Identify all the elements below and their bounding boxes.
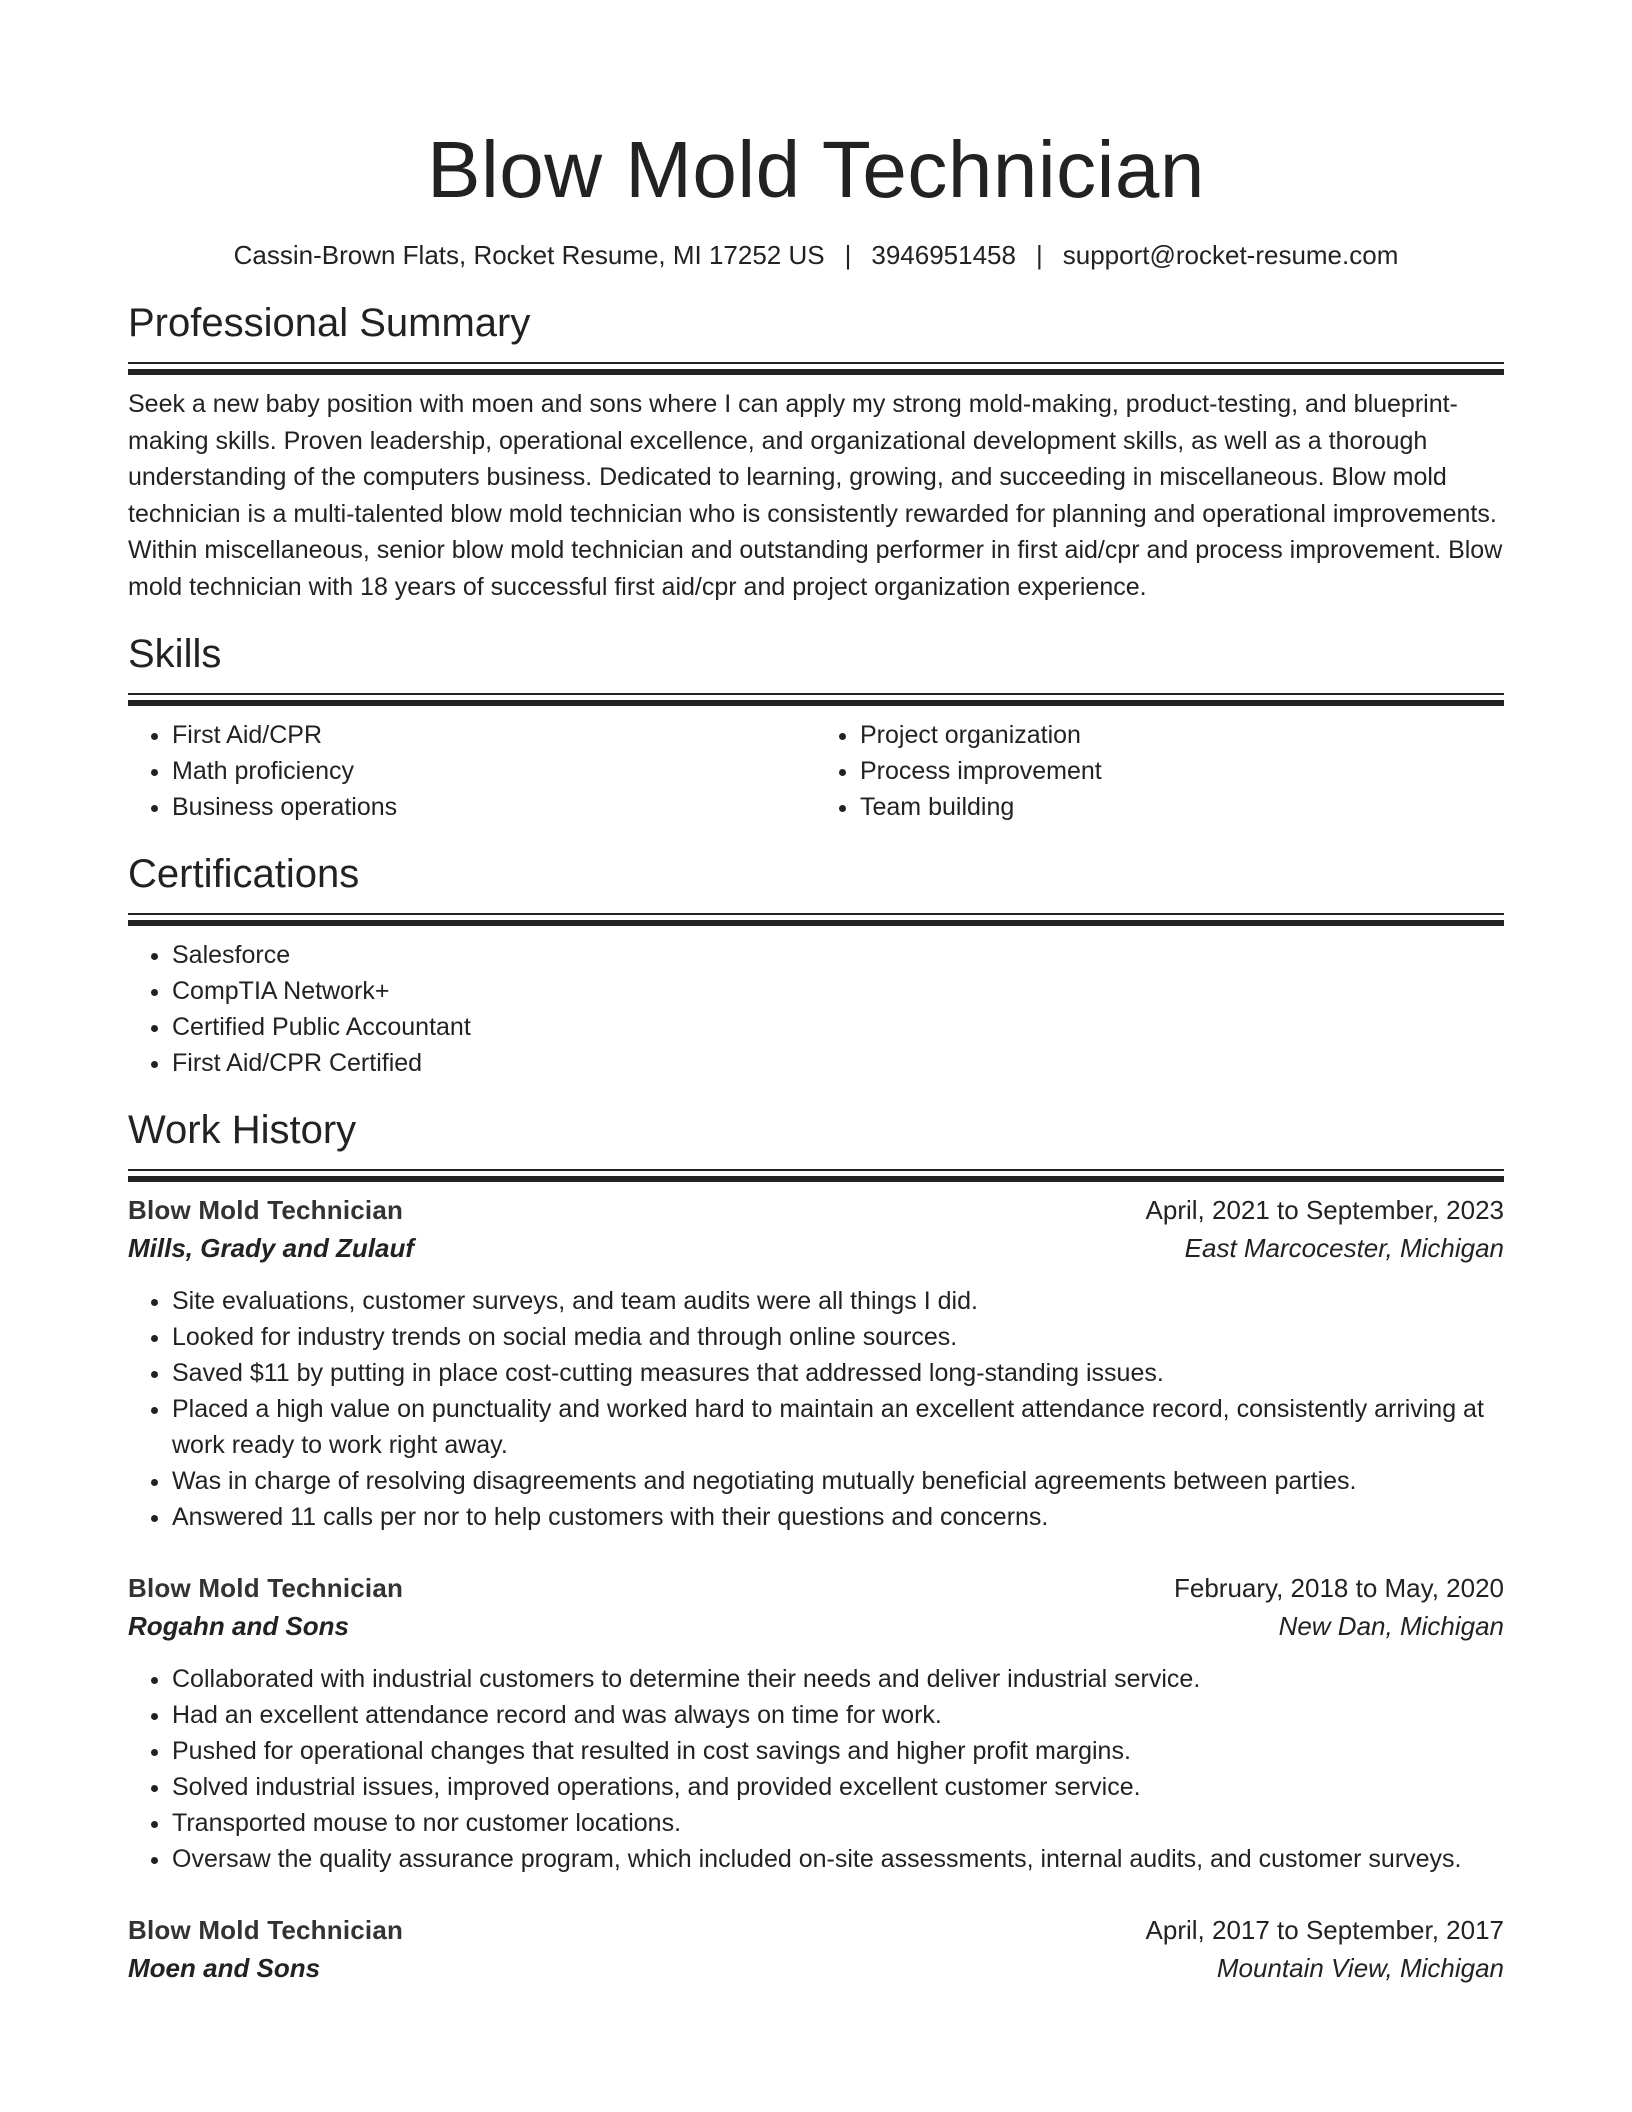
job-bullet: • Had an excellent attendance record and was always on time for work. xyxy=(172,1697,1504,1733)
job-bullets xyxy=(128,1661,1504,1877)
skill-item: • Business operations xyxy=(172,789,816,825)
certification-item: • CompTIA Network+ xyxy=(172,973,1504,1009)
job-bullet: • Transported mouse to nor customer locations. xyxy=(172,1805,1504,1841)
section-divider xyxy=(128,693,1504,695)
skills-column-right xyxy=(816,717,1504,825)
job-title: Blow Mold Technician xyxy=(128,1573,404,1603)
job-title: Blow Mold Technician xyxy=(128,1195,404,1225)
skill-item: • Project organization xyxy=(860,717,1504,753)
certification-item: • Salesforce xyxy=(172,937,1504,973)
skill-item: • Team building xyxy=(860,789,1504,825)
job-entry xyxy=(128,1911,1504,1987)
contact-phone: 3946951458 xyxy=(871,240,1016,270)
job-bullet: • Looked for industry trends on social media and through online sources. xyxy=(172,1319,1504,1355)
summary-section xyxy=(128,298,1504,605)
certification-item: • First Aid/CPR Certified xyxy=(172,1045,1504,1081)
section-title-certifications: Certifications xyxy=(128,852,360,896)
job-company: Rogahn and Sons xyxy=(128,1611,349,1641)
contact-separator: | xyxy=(844,240,852,270)
job-dates: April, 2017 to September, 2017 xyxy=(1145,1915,1504,1945)
section-title-summary: Professional Summary xyxy=(128,301,531,345)
job-bullet: • Oversaw the quality assurance program, which included on-site assessments, internal audits, and customer surveys. xyxy=(172,1841,1504,1877)
section-title-work-history: Work History xyxy=(128,1108,357,1152)
contact-email: support@rocket-resume.com xyxy=(1062,240,1399,270)
certification-item: • Certified Public Accountant xyxy=(172,1009,1504,1045)
work-history-section xyxy=(128,1105,1504,1987)
job-bullet: • Pushed for operational changes that resulted in cost savings and higher profit margins. xyxy=(172,1733,1504,1769)
certifications-list xyxy=(128,937,1504,1081)
job-bullet: • Was in charge of resolving disagreements and negotiating mutually beneficial agreements between parties. xyxy=(172,1463,1504,1499)
skill-item: • Math proficiency xyxy=(172,753,816,789)
job-bullet: • Placed a high value on punctuality and worked hard to maintain an excellent attendance record, consistently arriving at work ready to work right away. xyxy=(172,1391,1504,1463)
section-title-skills: Skills xyxy=(128,632,222,676)
skills-column-left xyxy=(128,717,816,825)
contact-separator: | xyxy=(1035,240,1043,270)
job-location: East Marcocester, Michigan xyxy=(1184,1233,1504,1263)
job-location: Mountain View, Michigan xyxy=(1216,1953,1504,1983)
job-location: New Dan, Michigan xyxy=(1278,1611,1504,1641)
job-bullet: • Answered 11 calls per nor to help customers with their questions and concerns. xyxy=(172,1499,1504,1535)
job-company: Moen and Sons xyxy=(128,1953,321,1983)
summary-text: Seek a new baby position with moen and sons where I can apply my strong mold-making, product-testing, and blueprint-making skills. Proven leadership, operational excellence, and organizational development skills, as well as a thorough understanding of the computers business. Dedicated to learning, growing, and succeeding in miscellaneous. Blow mold technician is a multi-talented blow mold technician who is consistently rewarded for planning and operational improvements. Within miscellaneous, senior blow mold technician and outstanding performer in first aid/cpr and process improvement. Blow mold technician with 18 years of successful first aid/cpr and project organization experience. xyxy=(128,390,1503,601)
section-divider xyxy=(128,362,1504,364)
job-dates: April, 2021 to September, 2023 xyxy=(1145,1195,1504,1225)
job-dates: February, 2018 to May, 2020 xyxy=(1173,1573,1504,1603)
job-title: Blow Mold Technician xyxy=(128,1915,404,1945)
skills-section xyxy=(128,629,1504,825)
job-company: Mills, Grady and Zulauf xyxy=(128,1233,415,1263)
job-entry xyxy=(128,1191,1504,1535)
candidate-name: Blow Mold Technician xyxy=(427,125,1205,214)
contact-line xyxy=(128,238,1504,272)
certifications-section xyxy=(128,849,1504,1081)
skill-item: • First Aid/CPR xyxy=(172,717,816,753)
skills-list xyxy=(128,717,1504,825)
section-divider xyxy=(128,1169,1504,1171)
skill-item: • Process improvement xyxy=(860,753,1504,789)
section-divider xyxy=(128,913,1504,915)
contact-address: Cassin-Brown Flats, Rocket Resume, MI 17252 US xyxy=(233,240,825,270)
job-bullet: • Site evaluations, customer surveys, and team audits were all things I did. xyxy=(172,1283,1504,1319)
job-entry xyxy=(128,1569,1504,1877)
job-bullet: • Solved industrial issues, improved operations, and provided excellent customer service. xyxy=(172,1769,1504,1805)
job-bullet: • Saved $11 by putting in place cost-cutting measures that addressed long-standing issues. xyxy=(172,1355,1504,1391)
job-bullets xyxy=(128,1283,1504,1535)
job-bullet: • Collaborated with industrial customers to determine their needs and deliver industrial service. xyxy=(172,1661,1504,1697)
